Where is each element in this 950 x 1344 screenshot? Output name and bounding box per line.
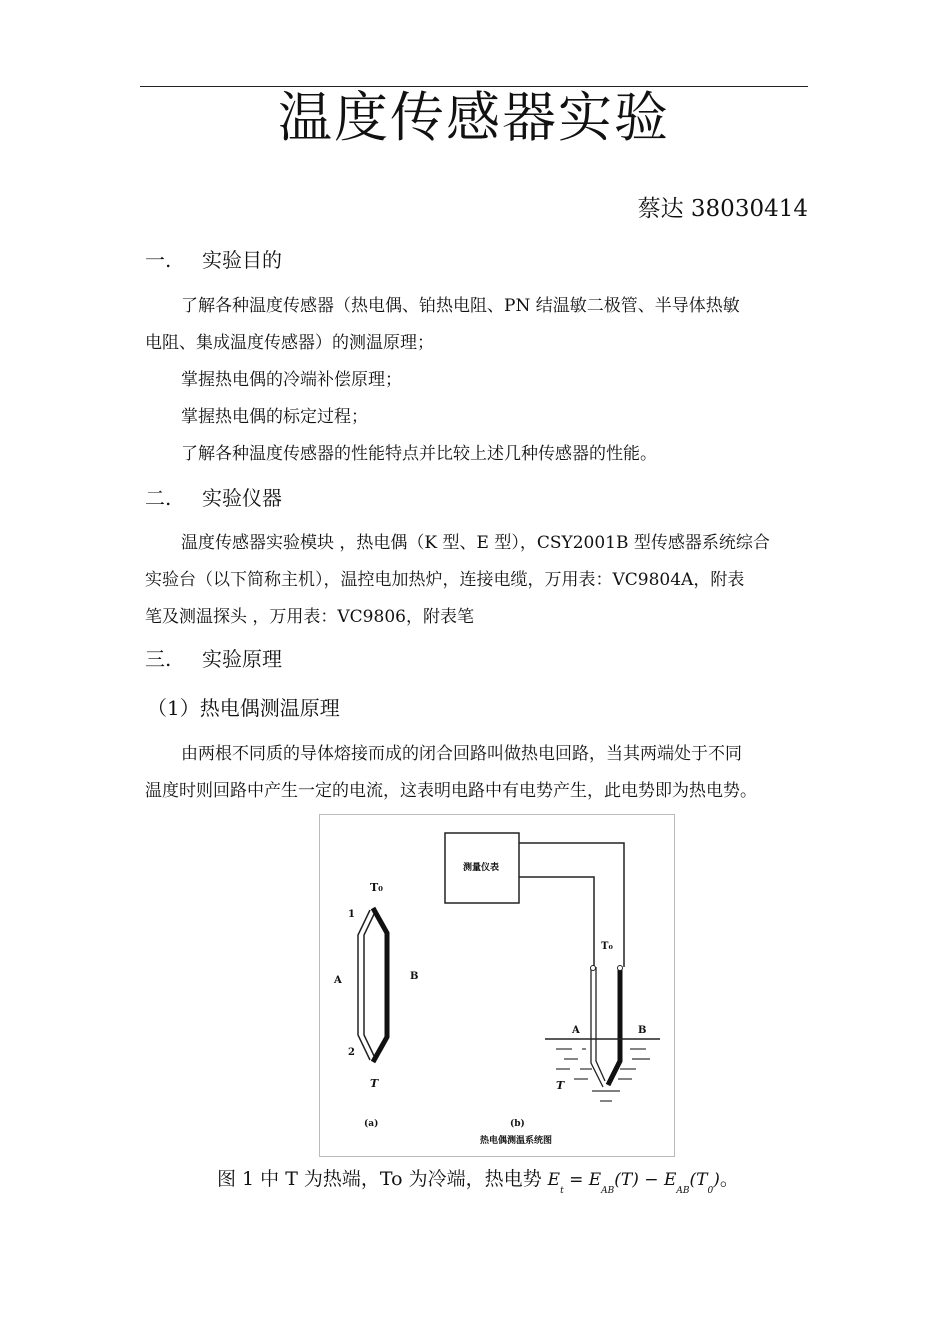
- label-t-left: T: [370, 1077, 379, 1090]
- purpose-line-3: 掌握热电偶的冷端补偿原理；: [181, 370, 402, 390]
- section-title: 实验仪器: [202, 486, 282, 510]
- figure-inner-caption: 热电偶测温系统图: [480, 1136, 553, 1146]
- caption-text: 图 1 中 T 为热端，To 为冷端，热电势: [217, 1168, 542, 1190]
- section-title: 实验原理: [202, 647, 282, 671]
- section-heading-principle: [145, 645, 282, 673]
- label-t0-right: T₀: [601, 941, 613, 952]
- purpose-paragraph: [145, 288, 807, 473]
- section-number: 二.: [145, 486, 172, 510]
- label-subfig-b: (b): [510, 1119, 525, 1129]
- formula-sub-ab: AB: [601, 1186, 615, 1196]
- wire-a-inner: [364, 910, 376, 1060]
- label-t0-left: T₀: [370, 881, 384, 894]
- purpose-line-1: 了解各种温度传感器（热电偶、铂热电阻、PN 结温敏二极管、半导体热敏: [181, 296, 740, 316]
- label-b-left: B: [410, 971, 419, 982]
- wire-b-right: [373, 908, 387, 1062]
- document-title: 温度传感器实验: [278, 86, 670, 149]
- label-junction-1: 1: [348, 909, 355, 920]
- formula-close: ): [713, 1170, 720, 1190]
- label-a-right: A: [572, 1025, 580, 1036]
- thermocouple-figure: [319, 814, 675, 1157]
- subsection-heading: （1）热电偶测温原理: [147, 696, 340, 720]
- author-line: 蔡达 38030414: [637, 196, 808, 222]
- label-subfig-a: (a): [364, 1119, 379, 1129]
- thermocouple-diagram: [320, 815, 674, 1156]
- label-t-right: T: [556, 1079, 565, 1092]
- probe-b-top: [618, 966, 623, 971]
- instruments-line-1: 温度传感器实验模块 ，热电偶（K 型、E 型），CSY2001B 型传感器系统综合: [181, 533, 770, 553]
- formula-sub-0: 0: [707, 1186, 714, 1196]
- formula-symbol-e: E: [547, 1170, 561, 1190]
- label-a-left: A: [334, 975, 342, 986]
- probe-a-inner: [596, 967, 605, 1081]
- section-number: 一.: [145, 248, 172, 272]
- section-heading-instruments: [145, 484, 282, 512]
- principle-paragraph: [145, 736, 807, 810]
- emf-formula: [548, 1165, 720, 1206]
- formula-term-t: (T) − E: [614, 1170, 677, 1190]
- instruments-line-3: 笔及测温探头 ，万用表：VC9806，附表笔: [145, 607, 474, 627]
- instruments-paragraph: [145, 525, 807, 636]
- formula-term-t0: (T: [689, 1170, 708, 1190]
- formula-mid: = E: [563, 1170, 602, 1190]
- principle-line-2: 温度时则回路中产生一定的电流，这表明电路中有电势产生，此电势即为热电势。: [145, 781, 757, 801]
- section-title: 实验目的: [202, 248, 282, 272]
- instruments-line-2: 实验台（以下简称主机），温控电加热炉，连接电缆，万用表：VC9804A，附表: [145, 570, 745, 590]
- formula-sub-ab-2: AB: [676, 1186, 690, 1196]
- purpose-line-4: 掌握热电偶的标定过程；: [181, 407, 368, 427]
- formula-sub-t: t: [560, 1186, 564, 1196]
- principle-line-1: 由两根不同质的导体熔接而成的闭合回路叫做热电回路，当其两端处于不同: [181, 744, 742, 764]
- caption-tail: 。: [719, 1168, 739, 1190]
- purpose-line-5: 了解各种温度传感器的性能特点并比较上述几种传感器的性能。: [181, 444, 657, 464]
- purpose-line-2: 电阻、集成温度传感器）的测温原理；: [145, 333, 434, 353]
- label-b-right: B: [638, 1025, 647, 1036]
- figure-caption: [217, 1164, 739, 1206]
- meter-label: 测量仪表: [463, 863, 500, 873]
- probe-b: [608, 967, 620, 1085]
- probe-a-top: [591, 966, 596, 971]
- probe-a-outer: [591, 967, 603, 1087]
- section-heading-purpose: [145, 246, 282, 274]
- lead-wire-a: [519, 877, 594, 967]
- label-junction-2: 2: [348, 1047, 355, 1058]
- section-number: 三.: [145, 647, 172, 671]
